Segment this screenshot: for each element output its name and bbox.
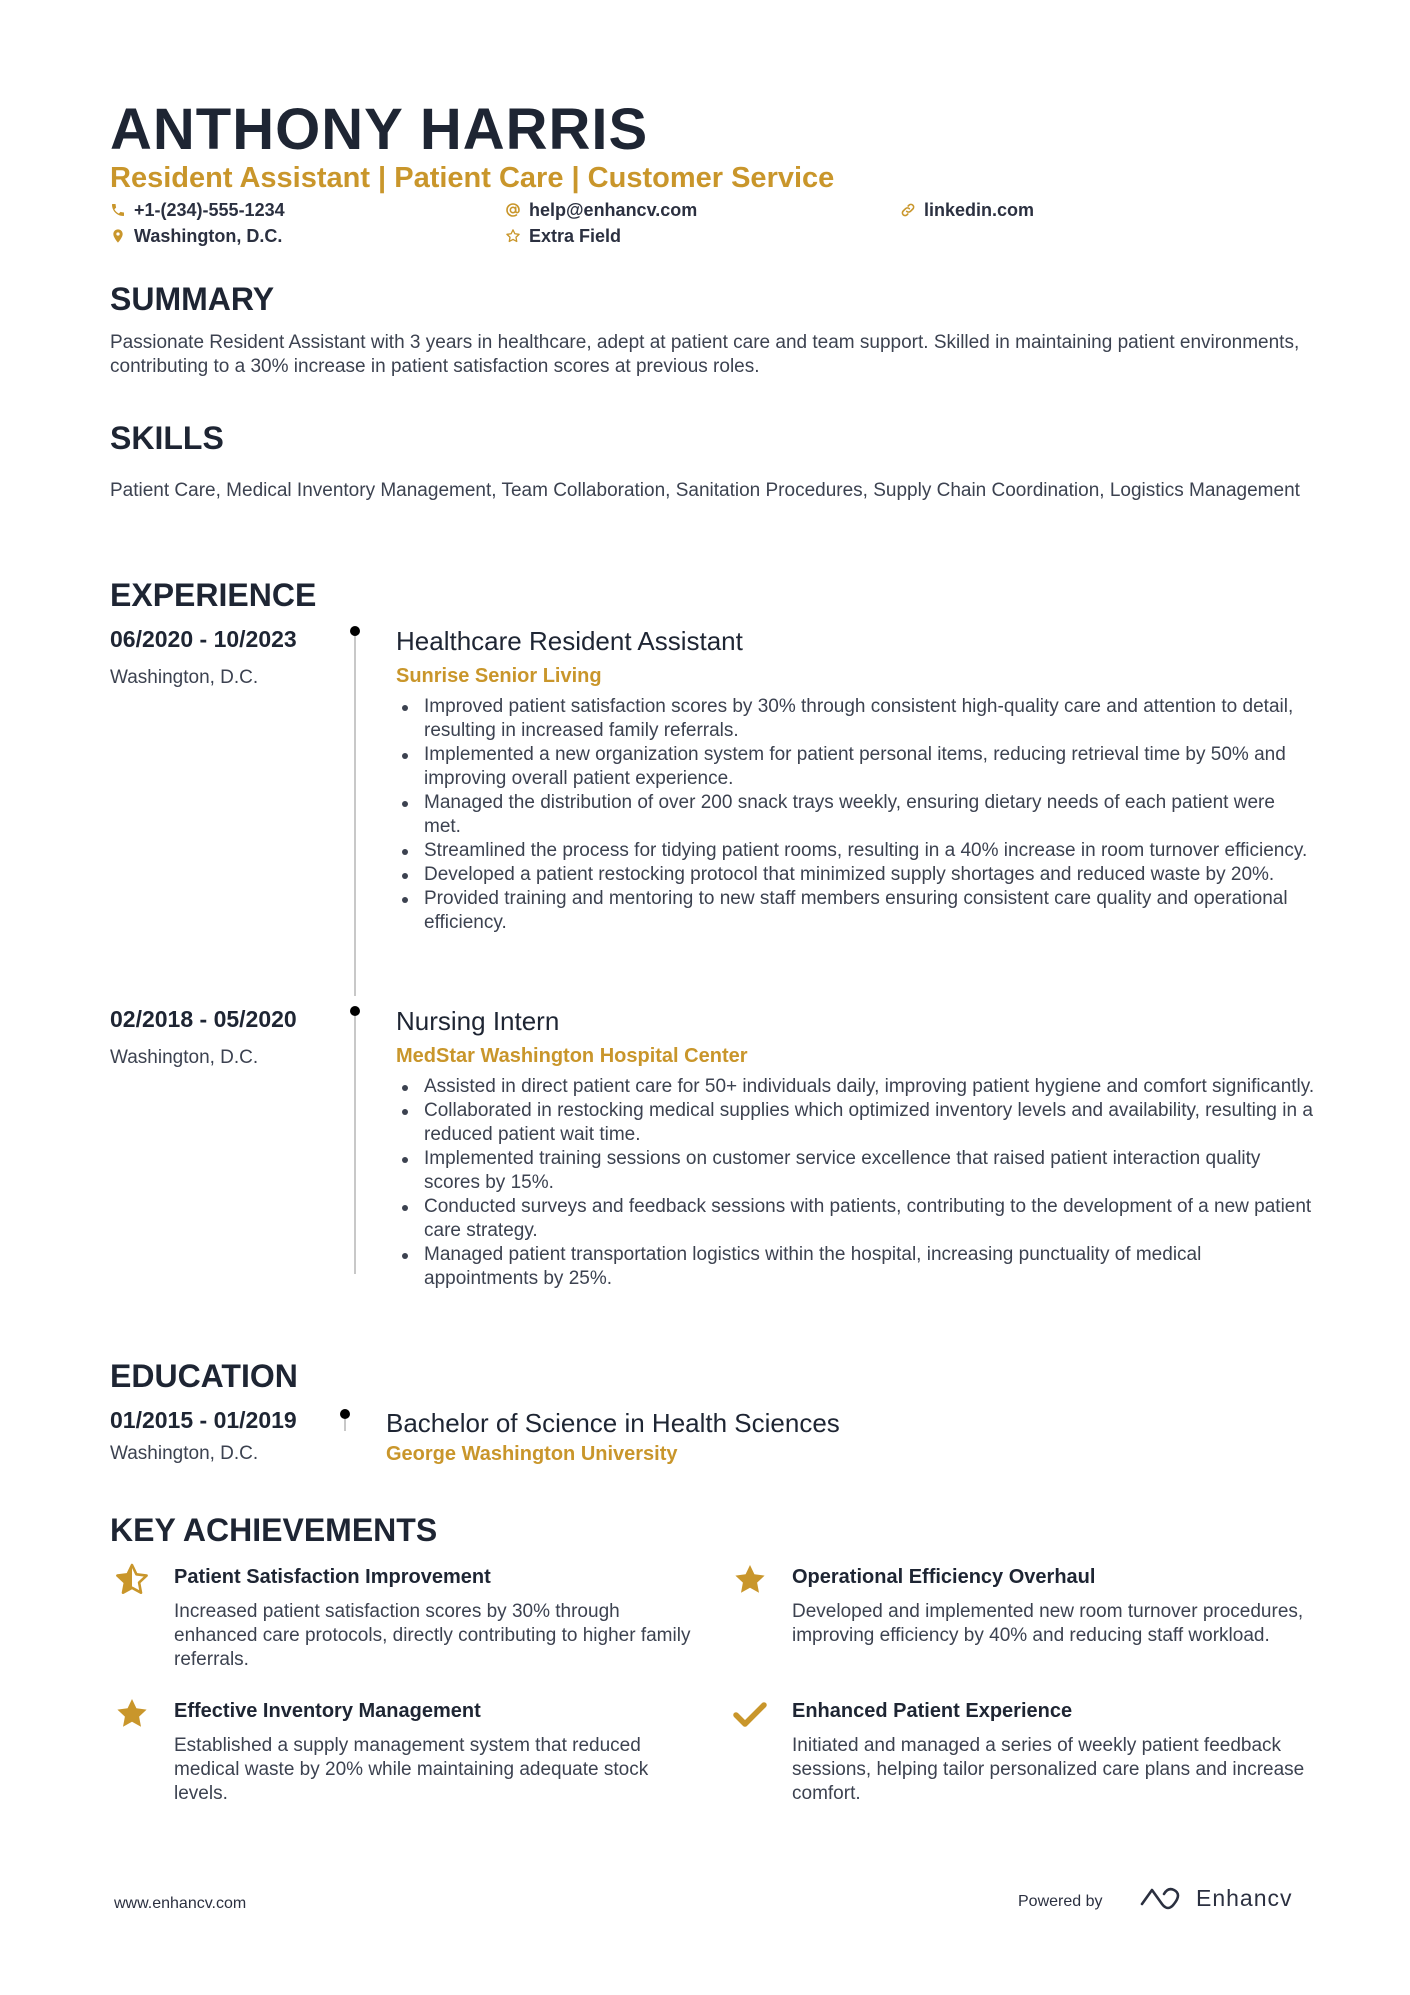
candidate-tagline: Resident Assistant | Patient Care | Customer Service xyxy=(110,162,835,194)
extra-field-text: Extra Field xyxy=(529,226,622,246)
bullet-item: Implemented a new organization system for patient personal items, reducing retrieval time by 50% and improving overall patient experience. xyxy=(396,743,1316,791)
experience-dates: 06/2020 - 10/2023 xyxy=(110,626,297,652)
timeline-dot xyxy=(350,626,360,636)
education-dates: 01/2015 - 01/2019 xyxy=(110,1407,297,1433)
contact-extra xyxy=(505,225,621,247)
experience-organization: Sunrise Senior Living xyxy=(396,665,602,687)
education-school: George Washington University xyxy=(386,1443,678,1465)
footer-website[interactable]: www.enhancv.com xyxy=(114,1895,247,1912)
achievement-description: Developed and implemented new room turnover procedures, improving efficiency by 40% and reducing staff workload. xyxy=(792,1601,1304,1646)
location-pin-icon xyxy=(110,228,126,244)
timeline-dot xyxy=(340,1409,350,1419)
timeline-line xyxy=(354,636,356,996)
bullet-item: Assisted in direct patient care for 50+ individuals daily, improving patient hygiene and comfort significantly. xyxy=(396,1075,1316,1099)
phone-text: +1-(234)-555-1234 xyxy=(134,200,285,220)
education-degree: Bachelor of Science in Health Sciences xyxy=(386,1408,840,1438)
experience-location: Washington, D.C. xyxy=(110,1047,259,1068)
bullet-item: Improved patient satisfaction scores by 30% through consistent high-quality care and attention to detail, resulting in increased family referrals. xyxy=(396,695,1316,743)
footer-brand: Enhancv xyxy=(1196,1885,1293,1911)
achievement-title: Enhanced Patient Experience xyxy=(792,1700,1073,1722)
checkmark-icon xyxy=(732,1696,768,1732)
phone-icon xyxy=(110,202,126,218)
achievement-title: Operational Efficiency Overhaul xyxy=(792,1566,1096,1588)
link-icon xyxy=(900,202,916,218)
bullet-item: Streamlined the process for tidying patient rooms, resulting in a 40% increase in room turnover efficiency. xyxy=(396,839,1316,863)
bullet-item: Managed patient transportation logistics within the hospital, increasing punctuality of medical appointments by 25%. xyxy=(396,1243,1316,1291)
star-icon xyxy=(732,1562,768,1598)
contact-email[interactable] xyxy=(505,199,697,221)
experience-bullets xyxy=(396,1075,1316,1291)
bullet-item: Provided training and mentoring to new staff members ensuring consistent care quality and operational efficiency. xyxy=(396,887,1316,935)
summary-text: Passionate Resident Assistant with 3 years in healthcare, adept at patient care and team support. Skilled in maintaining patient environments, contributing to a 30% increase in patient satisfaction scores at previous roles. xyxy=(110,332,1300,377)
achievement-title: Patient Satisfaction Improvement xyxy=(174,1566,491,1588)
contact-phone xyxy=(110,199,285,221)
education-heading: EDUCATION xyxy=(110,1358,298,1394)
skills-heading: SKILLS xyxy=(110,420,224,456)
summary-heading: SUMMARY xyxy=(110,281,275,317)
achievement-title: Effective Inventory Management xyxy=(174,1700,481,1722)
candidate-name: ANTHONY HARRIS xyxy=(110,97,649,162)
footer-powered-by: Powered by xyxy=(1018,1893,1103,1910)
achievement-description: Initiated and managed a series of weekly patient feedback sessions, helping tailor personalized care plans and increase comfort. xyxy=(792,1735,1305,1804)
experience-heading: EXPERIENCE xyxy=(110,577,317,613)
star-icon xyxy=(114,1696,150,1732)
bullet-item: Collaborated in restocking medical supplies which optimized inventory levels and availability, resulting in a reduced patient wait time. xyxy=(396,1099,1316,1147)
experience-organization: MedStar Washington Hospital Center xyxy=(396,1045,748,1067)
timeline-line xyxy=(354,1016,356,1274)
experience-bullets xyxy=(396,695,1316,935)
enhancv-logo-icon xyxy=(1138,1884,1186,1912)
experience-dates: 02/2018 - 05/2020 xyxy=(110,1006,297,1032)
linkedin-text[interactable]: linkedin.com xyxy=(924,200,1035,220)
experience-role: Nursing Intern xyxy=(396,1006,560,1036)
bullet-item: Implemented training sessions on customer service excellence that raised patient interaction quality scores by 15%. xyxy=(396,1147,1316,1195)
contact-linkedin[interactable] xyxy=(900,199,1034,221)
education-location: Washington, D.C. xyxy=(110,1443,259,1464)
bullet-item: Developed a patient restocking protocol that minimized supply shortages and reduced waste by 20%. xyxy=(396,863,1316,887)
location-text: Washington, D.C. xyxy=(134,226,283,246)
enhancv-logo[interactable] xyxy=(1138,1884,1293,1912)
experience-location: Washington, D.C. xyxy=(110,667,259,688)
achievements-heading: KEY ACHIEVEMENTS xyxy=(110,1512,438,1548)
timeline-dot xyxy=(350,1006,360,1016)
experience-role: Healthcare Resident Assistant xyxy=(396,626,743,656)
bullet-item: Conducted surveys and feedback sessions with patients, contributing to the development of a new patient care strategy. xyxy=(396,1195,1316,1243)
timeline-line xyxy=(344,1419,346,1431)
contact-location xyxy=(110,225,282,247)
star-half-icon xyxy=(114,1562,150,1598)
bullet-item: Managed the distribution of over 200 snack trays weekly, ensuring dietary needs of each patient were met. xyxy=(396,791,1316,839)
email-text[interactable]: help@enhancv.com xyxy=(529,200,698,220)
at-icon xyxy=(505,202,521,218)
skills-text: Patient Care, Medical Inventory Management, Team Collaboration, Sanitation Procedures, Supply Chain Coordination, Logistics Management xyxy=(110,480,1300,501)
star-outline-icon xyxy=(505,228,521,244)
achievement-description: Established a supply management system that reduced medical waste by 20% while maintaining adequate stock levels. xyxy=(174,1735,649,1804)
achievement-description: Increased patient satisfaction scores by 30% through enhanced care protocols, directly contributing to higher family referrals. xyxy=(174,1601,691,1670)
